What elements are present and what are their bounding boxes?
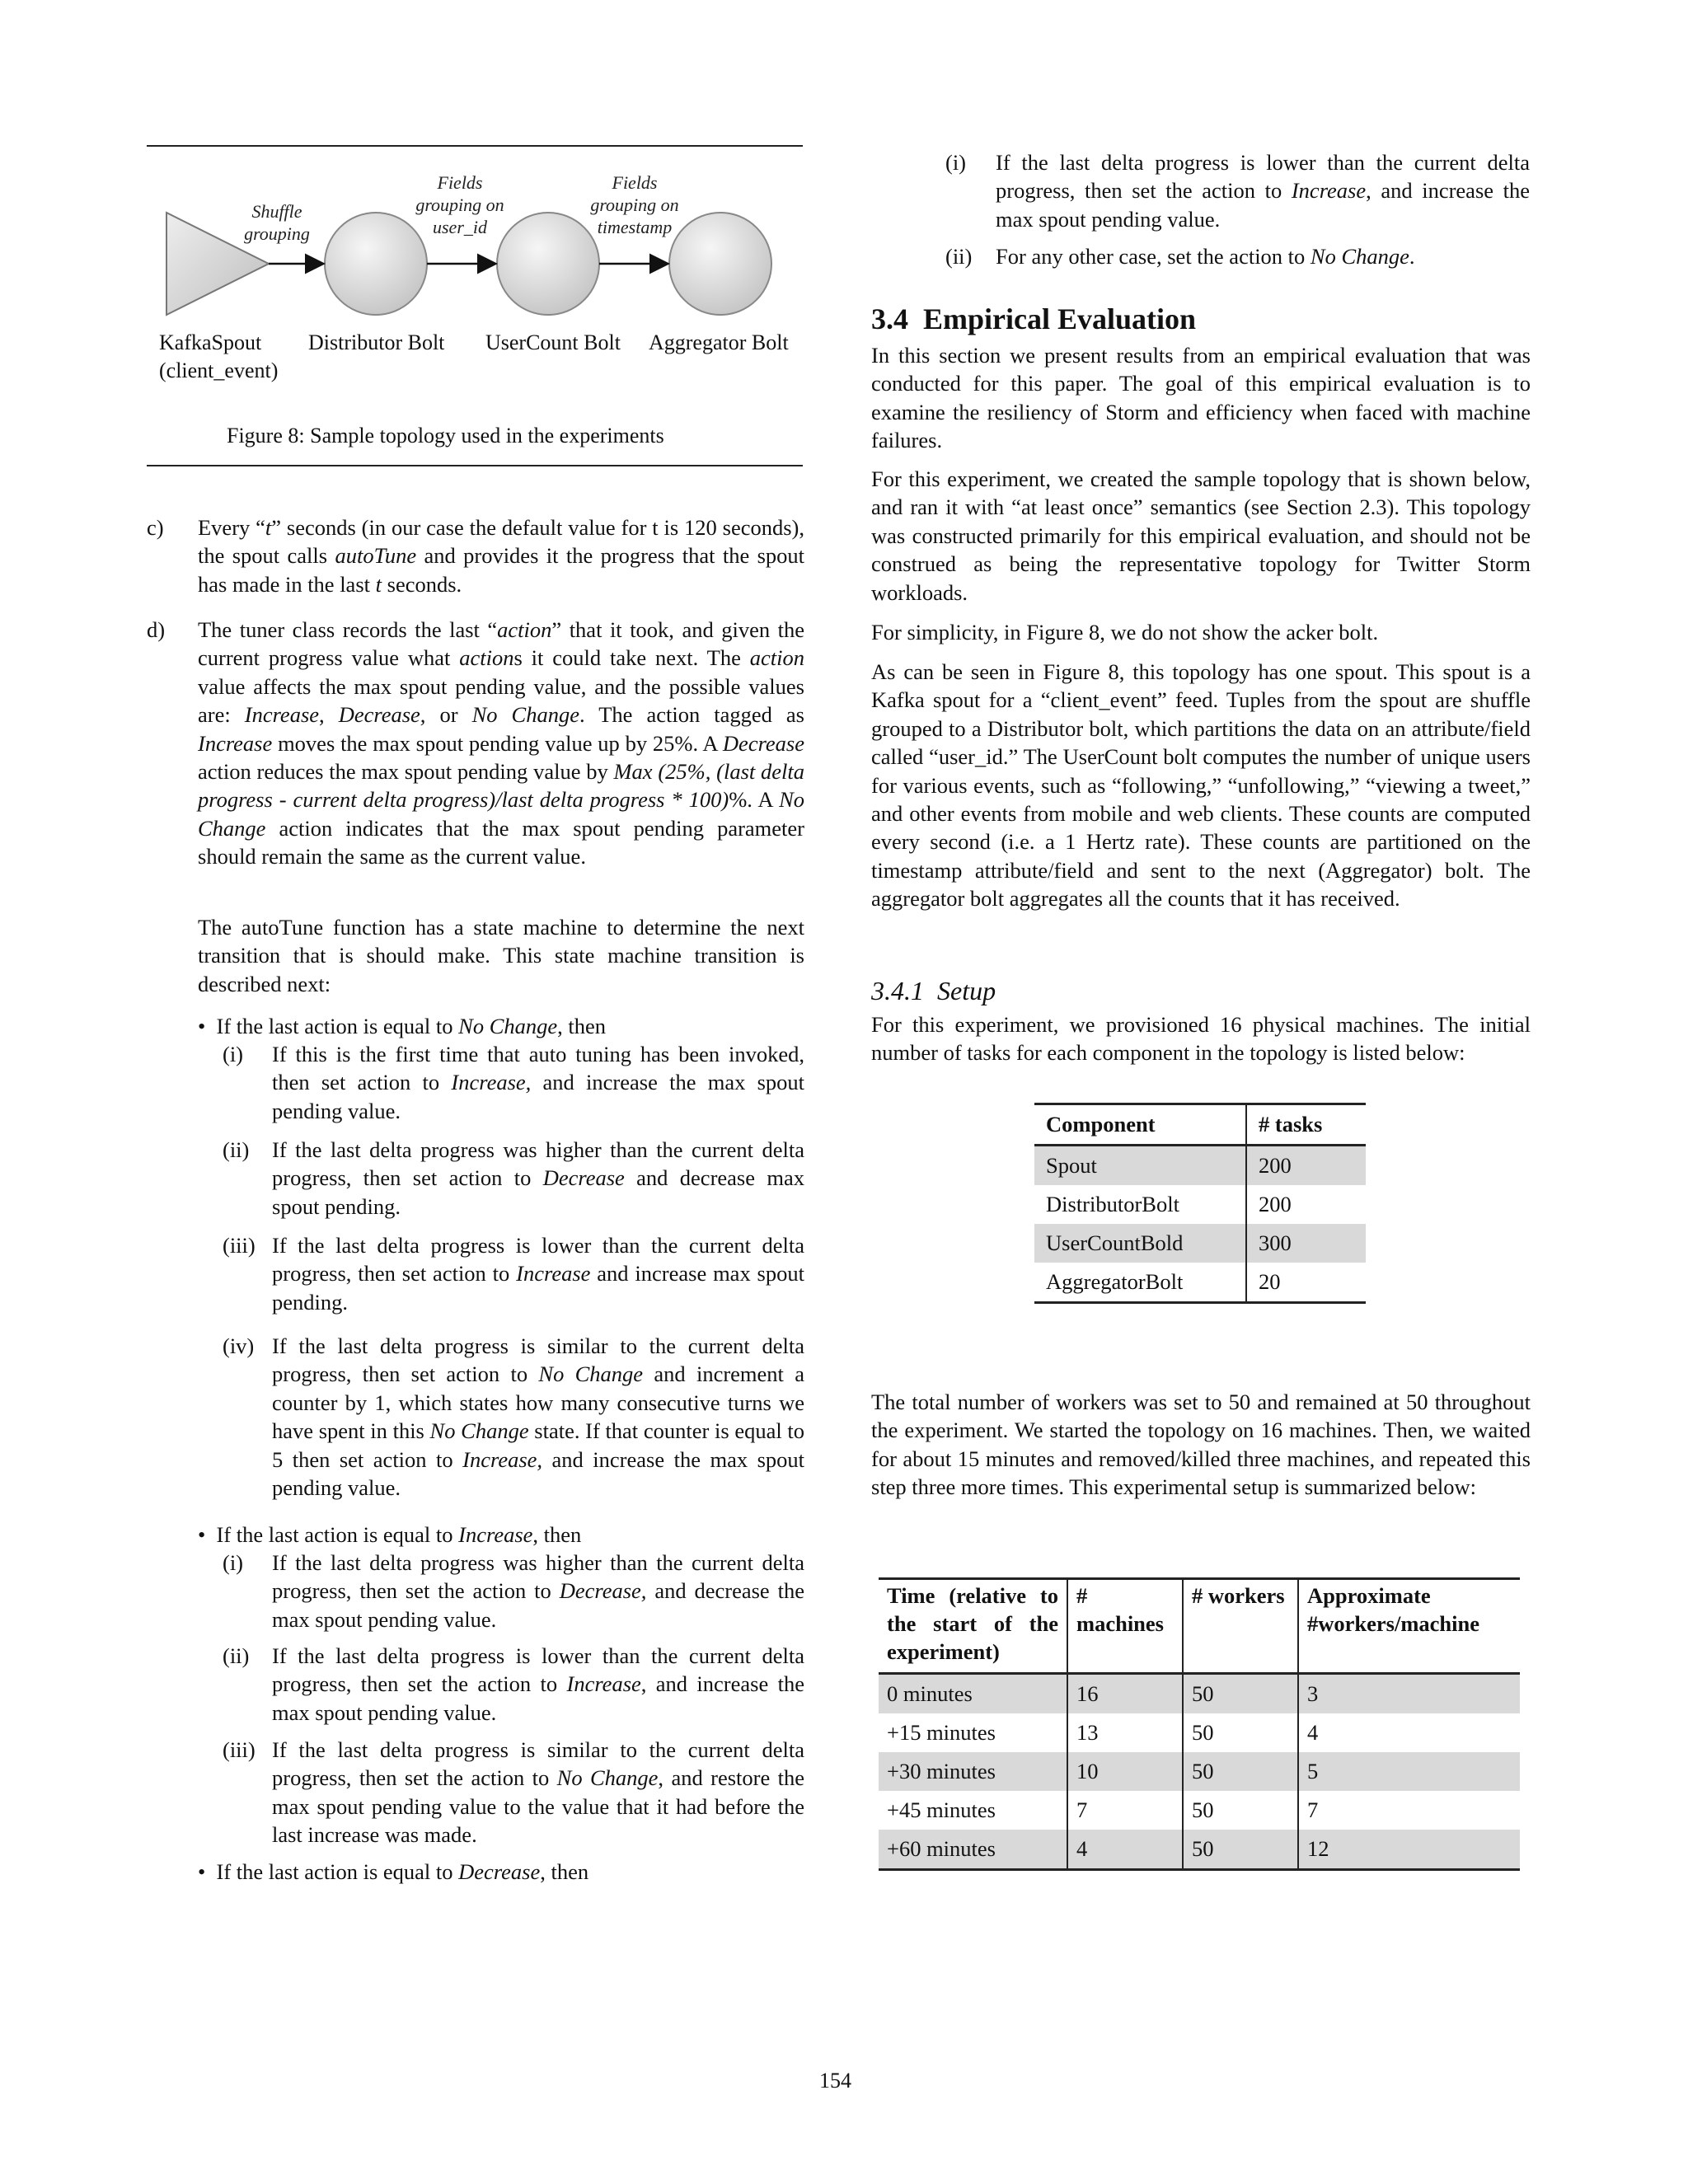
bullet-decrease: • If the last action is equal to Decrease, then (198, 1859, 589, 1884)
setup-header-time: Time (relative to the start of the experiment) (879, 1579, 1067, 1674)
r-top-ii-num: (ii) (945, 244, 973, 269)
bullet-dot: • (198, 1522, 217, 1547)
table-cell: +45 minutes (887, 1797, 996, 1822)
table-cell: 3 (1298, 1674, 1520, 1714)
right-paragraph-6: The total number of workers was set to 50 and remained at 50 throughout the experiment. We started the topology on 16 machines. Then, we waited for about 15 minutes and removed/killed three machines, and repeated this step three more times. This experimental setup is summarized below: (871, 1390, 1531, 1500)
table-cell: 50 (1183, 1713, 1298, 1752)
table-cell: 10 (1067, 1752, 1183, 1791)
table-cell: 200 (1246, 1185, 1366, 1224)
bullet-dot: • (198, 1859, 217, 1884)
table-row (879, 1830, 1520, 1870)
table-row (879, 1791, 1520, 1830)
tasks-table (1034, 1103, 1366, 1304)
state-machine-paragraph: The autoTune function has a state machine to determine the next transition that is should make. This state machine transition is described next: (198, 915, 804, 996)
table-cell: 50 (1183, 1791, 1298, 1830)
bullet-no-change: • If the last action is equal to No Change, then (198, 1014, 607, 1038)
table-row (1034, 1185, 1366, 1224)
table-row (1034, 1224, 1366, 1263)
table-row (1034, 1146, 1366, 1186)
table-cell: 200 (1246, 1146, 1366, 1186)
table-cell: AggregatorBolt (1046, 1269, 1184, 1294)
bullet-dot: • (198, 1014, 217, 1038)
table-cell: 300 (1246, 1224, 1366, 1263)
table-cell: 7 (1067, 1791, 1183, 1830)
b2-ii-num: (ii) (223, 1643, 250, 1668)
item-c-marker: c) (147, 515, 164, 540)
b1-ii-num: (ii) (223, 1137, 250, 1162)
table-cell: 7 (1298, 1791, 1520, 1830)
section-heading: 3.4 Empirical Evaluation (871, 302, 1197, 335)
figure-caption: Figure 8: Sample topology used in the experiments (227, 424, 664, 448)
subsection-heading: 3.4.1 Setup (871, 976, 996, 1005)
fields-time-label: Fields grouping on timestamp (590, 172, 679, 237)
b1-iv-text: If the last delta progress is similar to the current delta progress, then set action to No Change and increment a counter by 1, which states how many consecutive turns we have spent in this No Change state. If that counter is equal to 5 then set action to Increase, and increase the max spout pending value. (272, 1333, 804, 1501)
setup-header-workers: # workers (1183, 1579, 1298, 1674)
fields-user-label: Fields grouping on user_id (415, 172, 504, 237)
r-top-ii-text: For any other case, set the action to No Change. (996, 244, 1415, 269)
r-top-i-text: If the last delta progress is lower than the current delta progress, then set the action to Increase, and increase the max spout pending value. (996, 150, 1531, 232)
r-top-i-num: (i) (945, 150, 967, 175)
table-cell: Spout (1046, 1153, 1097, 1178)
table-row (879, 1752, 1520, 1791)
table-cell: +15 minutes (887, 1720, 996, 1745)
table-cell: 0 minutes (887, 1681, 973, 1706)
b2-iii-text: If the last delta progress is similar to the current delta progress, then set the action to No Change, and restore the max spout pending value to the value that it had before the last increase was made. (272, 1737, 804, 1848)
item-d-text: The tuner class records the last “action” that it took, and given the current progress value what actions it could take next. The action value affects the max spout pending value, and the possible values are: Increase, Decrease, or No Change. The action tagged as Increase moves the max spout pending value up by 25%. A Decrease action reduces the max spout pending value by Max (25%, (last delta progress - current delta progress)/last delta progress * 100)%. A No Change action indicates that the max spout pending parameter should remain the same as the current value. (198, 617, 804, 869)
page-number: 154 (819, 2069, 851, 2093)
table-cell: 12 (1298, 1830, 1520, 1870)
shuffle-grouping-label: Shuffle grouping (244, 201, 310, 244)
table-row (879, 1713, 1520, 1752)
figure-top-rule (147, 145, 803, 147)
table-cell: 50 (1183, 1752, 1298, 1791)
table-cell: +60 minutes (887, 1836, 996, 1861)
table-cell: 50 (1183, 1674, 1298, 1714)
table-cell: 4 (1298, 1713, 1520, 1752)
table-cell: +30 minutes (887, 1759, 996, 1783)
tasks-table-header (1034, 1104, 1366, 1146)
table-cell: 4 (1067, 1830, 1183, 1870)
tasks-header-component: Component (1034, 1104, 1246, 1146)
bullet-increase: • If the last action is equal to Increase, then (198, 1522, 582, 1547)
table-cell: 50 (1183, 1830, 1298, 1870)
usercount-label: UserCount Bolt (485, 330, 621, 354)
right-paragraph-3: For simplicity, in Figure 8, we do not show the acker bolt. (871, 620, 1379, 644)
table-row (879, 1674, 1520, 1714)
b2-ii-text: If the last delta progress is lower than the current delta progress, then set the action to Increase, and increase the max spout pending value. (272, 1643, 804, 1725)
table-cell: 20 (1246, 1263, 1366, 1303)
table-cell: UserCountBold (1046, 1230, 1184, 1255)
right-paragraph-5: For this experiment, we provisioned 16 physical machines. The initial number of tasks for each component in the topology is listed below: (871, 1012, 1531, 1066)
setup-table (879, 1577, 1520, 1871)
b1-iii-text: If the last delta progress is lower than the current delta progress, then set action to Increase and increase max spout pending. (272, 1233, 804, 1315)
b1-i-text: If this is the first time that auto tuning has been invoked, then set action to Increase, and increase the max spout pending value. (272, 1042, 804, 1123)
table-cell: 16 (1067, 1674, 1183, 1714)
figure-bottom-rule (147, 465, 803, 466)
distributor-label: Distributor Bolt (308, 330, 445, 354)
setup-header-machines: # machines (1067, 1579, 1183, 1674)
table-cell: 5 (1298, 1752, 1520, 1791)
b2-i-num: (i) (223, 1550, 244, 1575)
table-cell: 13 (1067, 1713, 1183, 1752)
b2-iii-num: (iii) (223, 1737, 256, 1762)
b2-i-text: If the last delta progress was higher than the current delta progress, then set the action to Decrease, and decrease the max spout pending value. (272, 1550, 804, 1632)
right-paragraph-1: In this section we present results from an empirical evaluation that was conducted for this paper. The goal of this empirical evaluation is to examine the resiliency of Storm and efficiency when faced with machine failures. (871, 343, 1531, 453)
right-paragraph-2: For this experiment, we created the sample topology that is shown below, and ran it with “at least once” semantics (see Section 2.3). This topology was constructed primarily for this empirical evaluation, and should not be construed as being the representative topology for Twitter Storm workloads. (871, 466, 1531, 605)
b1-iii-num: (iii) (223, 1233, 256, 1258)
aggregator-label: Aggregator Bolt (649, 330, 789, 354)
item-d-marker: d) (147, 617, 166, 642)
b1-ii-text: If the last delta progress was higher than the current delta progress, then set action to Decrease and decrease max spout pending. (272, 1137, 804, 1219)
b1-iv-num: (iv) (223, 1333, 255, 1358)
setup-header-approx: Approximate #workers/machine (1298, 1579, 1520, 1674)
kafka-spout-label: KafkaSpout (client_event) (159, 330, 279, 382)
table-cell: DistributorBolt (1046, 1192, 1179, 1216)
item-c-text: Every “t” seconds (in our case the default value for t is 120 seconds), the spout calls autoTune and provides it the progress that the spout has made in the last t seconds. (198, 515, 804, 597)
right-paragraph-4: As can be seen in Figure 8, this topology has one spout. This spout is a Kafka spout for a “client_event” feed. Tuples from the spout are shuffle grouped to a Distributor bolt, which partitions the data on an attribute/field called “user_id.” The UserCount bolt computes the number of unique users for various events, such as “following,” “unfollowing,” “viewing a tweet,” and other events from mobile and web clients. These counts are computed every second (i.e. a 1 Hertz rate). These counts are partitioned on the timestamp attribute/field and sent to the next (Aggregator) bolt. The aggregator bolt aggregates all the counts that it has received. (871, 659, 1531, 912)
setup-table-header (879, 1579, 1520, 1674)
tasks-header-count: # tasks (1246, 1104, 1366, 1146)
b1-i-num: (i) (223, 1042, 244, 1066)
table-row (1034, 1263, 1366, 1303)
